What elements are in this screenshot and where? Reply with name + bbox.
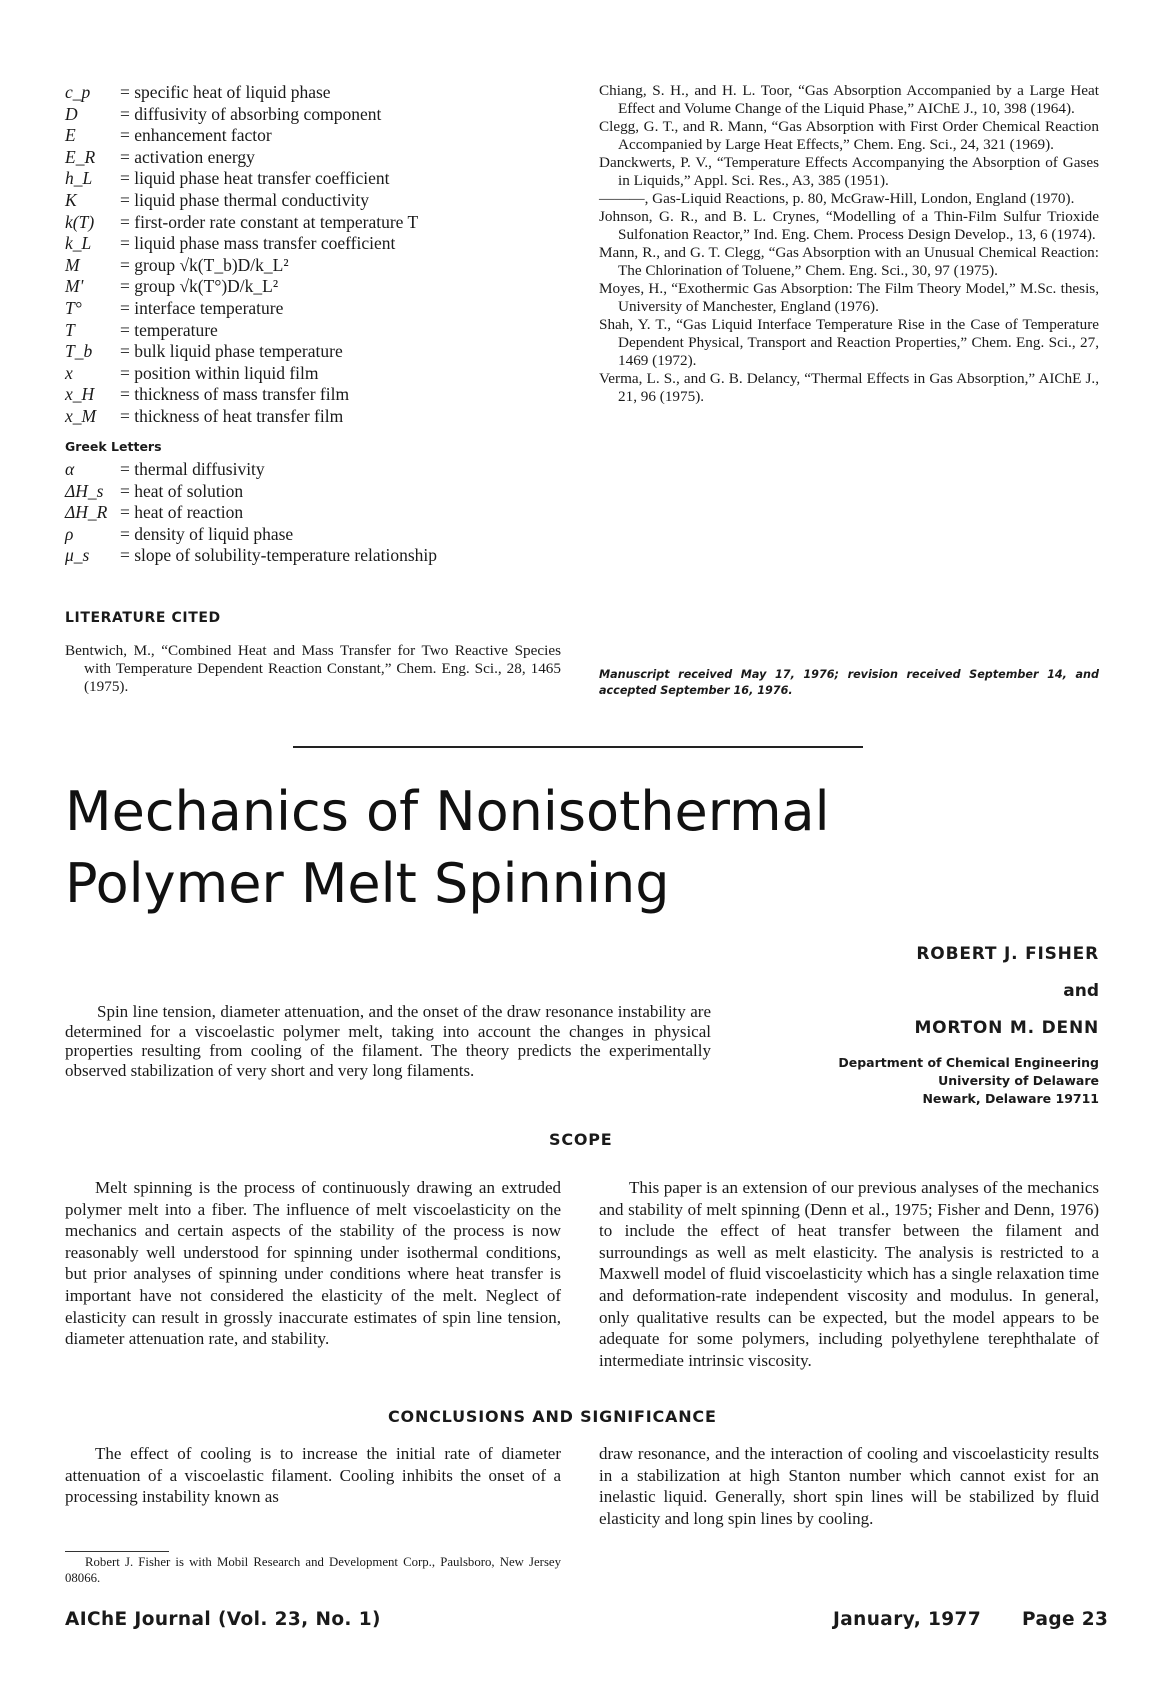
nomenclature-row xyxy=(65,104,565,126)
author-block xyxy=(800,942,1099,1108)
nomenclature-symbol: k(T) xyxy=(65,211,95,232)
nomenclature-main xyxy=(65,82,565,428)
reference-entry: Moyes, H., “Exothermic Gas Absorption: The Film Theory Model,” M.Sc. thesis, University of Manchester, England (1976). xyxy=(599,280,1099,315)
nomenclature-definition: = enhancement factor xyxy=(120,125,272,146)
nomenclature-row xyxy=(65,545,565,567)
references-right-column xyxy=(599,82,1099,406)
abstract: Spin line tension, diameter attenuation, and the onset of the draw resonance instability are determined for a viscoelastic polymer melt, taking into account the changes in physical properties resulting from cooling of the filament. The theory predicts the experimentally observed stabilization of very short and very long filaments. xyxy=(65,1002,711,1080)
footnote: Robert J. Fisher is with Mobil Research and Development Corp., Paulsboro, New Jersey 08066. xyxy=(65,1555,561,1585)
nomenclature-symbol: x xyxy=(65,362,73,383)
nomenclature-definition: = bulk liquid phase temperature xyxy=(120,341,343,362)
nomenclature-row xyxy=(65,524,565,546)
reference-entry: Shah, Y. T., “Gas Liquid Interface Temperature Rise in the Case of Temperature Dependent Physical, Transport and Reaction Properties,” Chem. Eng. Sci., 27, 1469 (1972). xyxy=(599,316,1099,369)
nomenclature-definition: = liquid phase mass transfer coefficient xyxy=(120,233,396,254)
nomenclature-definition: = slope of solubility-temperature relationship xyxy=(120,545,438,566)
title-line-2: Polymer Melt Spinning xyxy=(65,852,670,915)
nomenclature-symbol: c_p xyxy=(65,82,91,102)
nomenclature-definition: = thermal diffusivity xyxy=(120,459,265,480)
nomenclature-definition: = group √k(T_b)D/k_L² xyxy=(120,254,289,275)
footer-page-number: Page 23 xyxy=(1022,1609,1109,1630)
nomenclature-row xyxy=(65,384,565,406)
nomenclature-definition: = activation energy xyxy=(120,146,255,167)
nomenclature-greek xyxy=(65,459,565,567)
paragraph: Melt spinning is the process of continuously drawing an extruded polymer melt into a fiber. The influence of melt viscoelasticity on the mechanics and certain aspects of the stability of the process is now reasonably well understood for spinning under isothermal conditions, but prior analyses of spinning under conditions where heat transfer is important have not considered the elasticity of the melt. Neglect of elasticity can result in grossly inaccurate estimates of spin line tension, diameter attenuation rate, and stability. xyxy=(65,1178,561,1349)
nomenclature-row xyxy=(65,82,565,104)
nomenclature-definition: = liquid phase heat transfer coefficient xyxy=(120,168,390,189)
nomenclature-row xyxy=(65,190,565,212)
article-title xyxy=(65,776,865,920)
nomenclature-symbol: M xyxy=(65,254,80,275)
nomenclature-symbol: T° xyxy=(65,297,82,318)
nomenclature-row xyxy=(65,363,565,385)
nomenclature-symbol: T xyxy=(65,319,75,340)
nomenclature-symbol: h_L xyxy=(65,168,93,189)
footer-journal: AIChE Journal (Vol. 23, No. 1) xyxy=(65,1609,381,1630)
paragraph: The effect of cooling is to increase the initial rate of diameter attenuation of a viscoelastic filament. Cooling inhibits the onset of a processing instability known as xyxy=(65,1444,561,1507)
reference-entry: Verma, L. S., and G. B. Delancy, “Thermal Effects in Gas Absorption,” AIChE J., 21, 96 (1975). xyxy=(599,370,1099,405)
nomenclature-list xyxy=(65,82,565,567)
nomenclature-symbol: M' xyxy=(65,276,84,297)
reference-entry: Danckwerts, P. V., “Temperature Effects Accompanying the Absorption of Gases in Liquids,” Appl. Sci. Res., A3, 385 (1951). xyxy=(599,154,1099,189)
nomenclature-symbol: D xyxy=(65,103,78,124)
affiliation-line: University of Delaware xyxy=(938,1073,1099,1088)
greek-letters-heading: Greek Letters xyxy=(65,438,162,454)
nomenclature-symbol: E xyxy=(65,125,76,146)
nomenclature-symbol: ΔH_s xyxy=(65,480,104,501)
nomenclature-definition: = liquid phase thermal conductivity xyxy=(120,189,369,210)
nomenclature-symbol: α xyxy=(65,459,75,480)
nomenclature-row xyxy=(65,212,565,234)
title-line-1: Mechanics of Nonisothermal xyxy=(65,780,830,843)
title-divider xyxy=(293,746,863,748)
reference-entry: Johnson, G. R., and B. L. Crynes, “Modelling of a Thin-Film Sulfur Trioxide Sulfonation Reactor,” Ind. Eng. Chem. Process Design Develop., 13, 6 (1974). xyxy=(599,208,1099,243)
footer-date: January, 1977 xyxy=(833,1609,982,1630)
nomenclature-definition: = group √k(T°)D/k_L² xyxy=(120,276,279,297)
nomenclature-symbol: K xyxy=(65,189,77,210)
nomenclature-definition: = first-order rate constant at temperature T xyxy=(120,211,419,232)
conclusions-heading: CONCLUSIONS AND SIGNIFICANCE xyxy=(388,1407,717,1426)
nomenclature-definition: = thickness of mass transfer film xyxy=(120,384,350,405)
nomenclature-definition: = interface temperature xyxy=(120,297,284,318)
nomenclature-symbol: μ_s xyxy=(65,545,90,566)
nomenclature-row xyxy=(65,459,565,481)
manuscript-received-note: Manuscript received May 17, 1976; revision received September 14, and accepted September 16, 1976. xyxy=(599,668,1099,697)
nomenclature-row xyxy=(65,147,565,169)
nomenclature-definition: = specific heat of liquid phase xyxy=(120,82,331,102)
author-name: MORTON M. DENN xyxy=(914,1018,1099,1038)
reference-entry: ———, Gas-Liquid Reactions, p. 80, McGraw-Hill, London, England (1970). xyxy=(599,190,1075,207)
nomenclature-row xyxy=(65,168,565,190)
nomenclature-row xyxy=(65,233,565,255)
nomenclature-row xyxy=(65,406,565,428)
nomenclature-definition: = thickness of heat transfer film xyxy=(120,405,344,426)
nomenclature-symbol: k_L xyxy=(65,233,92,254)
nomenclature-row xyxy=(65,255,565,277)
nomenclature-symbol: ΔH_R xyxy=(65,502,108,523)
literature-cited-heading: LITERATURE CITED xyxy=(65,610,221,626)
scope-right-column xyxy=(599,1177,1099,1371)
nomenclature-row xyxy=(65,125,565,147)
footnote-divider xyxy=(65,1551,169,1552)
nomenclature-row xyxy=(65,341,565,363)
nomenclature-definition: = heat of reaction xyxy=(120,502,244,523)
nomenclature-definition: = diffusivity of absorbing component xyxy=(120,103,382,124)
reference-entry: Bentwich, M., “Combined Heat and Mass Transfer for Two Reactive Species with Temperature Dependent Reaction Constant,” Chem. Eng. Sci., 28, 1465 (1975). xyxy=(65,642,561,695)
affiliation-line: Newark, Delaware 19711 xyxy=(922,1091,1099,1106)
nomenclature-symbol: ρ xyxy=(65,523,74,544)
nomenclature-row xyxy=(65,320,565,342)
nomenclature-symbol: T_b xyxy=(65,341,93,362)
nomenclature-definition: = heat of solution xyxy=(120,480,244,501)
scope-left-column xyxy=(65,1177,561,1350)
paragraph: This paper is an extension of our previous analyses of the mechanics and stability of melt spinning (Denn et al., 1975; Fisher and Denn, 1976) to include the effect of heat transfer between the filament and surroundings as well as melt elasticity. The analysis is restricted to a Maxwell model of fluid viscoelasticity which has a single relaxation time and deformation-rate independent viscosity and modulus. In general, only qualitative results can be expected, but the model appears to be adequate for some polymers, including polyethylene terephthalate of intermediate intrinsic viscosity. xyxy=(599,1178,1099,1370)
references-left-column xyxy=(65,642,561,696)
affiliation-line: Department of Chemical Engineering xyxy=(838,1055,1099,1070)
author-name: ROBERT J. FISHER xyxy=(916,944,1099,964)
nomenclature-symbol: x_H xyxy=(65,384,95,405)
conclusions-right-column xyxy=(599,1443,1099,1529)
reference-entry: Chiang, S. H., and H. L. Toor, “Gas Absorption Accompanied by a Large Heat Effect and Volume Change of the Liquid Phase,” AIChE J., 10, 398 (1964). xyxy=(599,82,1099,117)
nomenclature-definition: = temperature xyxy=(120,319,218,340)
nomenclature-definition: = position within liquid film xyxy=(120,362,319,383)
reference-entry: Clegg, G. T., and R. Mann, “Gas Absorption with First Order Chemical Reaction Accompanied by Large Heat Effects,” Chem. Eng. Sci., 24, 321 (1969). xyxy=(599,118,1099,153)
author-conjunction: and xyxy=(1063,981,1099,1001)
nomenclature-row xyxy=(65,502,565,524)
nomenclature-row xyxy=(65,276,565,298)
reference-entry: Mann, R., and G. T. Clegg, “Gas Absorption with an Unusual Chemical Reaction: The Chlorination of Toluene,” Chem. Eng. Sci., 30, 97 (1975). xyxy=(599,244,1099,279)
conclusions-left-column xyxy=(65,1443,561,1508)
paragraph: draw resonance, and the interaction of cooling and viscoelasticity results in a stabilization at high Stanton number which cannot exist for an inelastic liquid. Generally, short spin lines will be stabilized by fluid elasticity and long spin lines by cooling. xyxy=(599,1444,1099,1528)
nomenclature-definition: = density of liquid phase xyxy=(120,523,294,544)
nomenclature-row xyxy=(65,481,565,503)
nomenclature-symbol: x_M xyxy=(65,405,97,426)
nomenclature-row xyxy=(65,298,565,320)
scope-heading: SCOPE xyxy=(549,1130,613,1149)
nomenclature-symbol: E_R xyxy=(65,146,96,167)
